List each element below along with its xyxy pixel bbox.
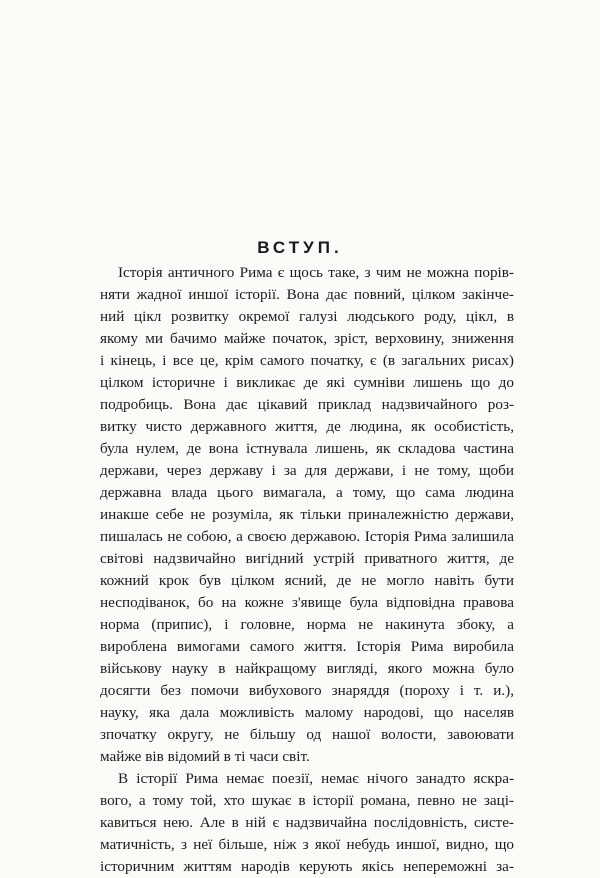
text-line: кожний крок був цілком ясний, де не могло навіть бути [100, 572, 514, 589]
text-line: майже вів відомий в ті часи світ. [100, 748, 310, 765]
text-line: вого, а тому той, хто шукає в історії романа, певно не заці- [100, 792, 514, 809]
body-text [100, 262, 514, 878]
text-line: зпочатку округу, не більшу од нашої волости, завоювати [100, 726, 514, 743]
text-line: і кінець, і все це, крім самого початку, є (в загальних рисах) [100, 352, 514, 369]
text-line: няти жадної иншої історії. Вона дає повний, цілком закінче- [100, 286, 514, 303]
text-line: пишалась не собою, а своєю державою. Історія Рима залишила [100, 528, 514, 545]
text-line: несподіванок, бо на кожне з'явище була відповідна правова [100, 594, 514, 611]
text-line: військову науку в найкращому вигляді, якого можна було [100, 660, 514, 677]
text-line: історичним життям народів керують якісь непереможні за- [100, 858, 514, 875]
text-line: витку чисто державного життя, де людина, як особистість, [100, 418, 514, 435]
chapter-heading: ВСТУП. [257, 238, 343, 257]
text-line: держави, через державу і за для держави, і не тому, щоби [100, 462, 514, 479]
text-line: досягти без помочи вибухового знаряддя (пороху і т. и.), [100, 682, 514, 699]
text-line: вироблена вимогами самого життя. Історія Рима виробила [100, 638, 514, 655]
text-line: инакше себе не розуміла, як тільки приналежністю держави, [100, 506, 514, 523]
text-line: державна влада цього вимагала, а тому, що сама людина [100, 484, 514, 501]
text-line: подробиць. Вона дає цікавий приклад надзвичайного роз- [100, 396, 514, 413]
text-line: кавиться нею. Але в ній є надзвичайна послідовність, систе- [100, 814, 514, 831]
text-line: світові надзвичайно вигідний устрій приватного життя, де [100, 550, 514, 567]
text-line: ний цікл розвитку окремої галузі людського роду, цікл, в [100, 308, 514, 325]
text-line: норма (припис), і головне, норма не накинута збоку, а [100, 616, 514, 633]
text-line: В історії Рима немає поезії, немає нічого занадто яскра- [118, 770, 514, 787]
text-line: науку, яка дала можливість малому народові, що населяв [100, 704, 514, 721]
text-line: цілком історичне і викликає де які сумніви лишень що до [100, 374, 514, 391]
text-line: була нулем, де вона істнувала лишень, як складова частина [100, 440, 514, 457]
text-line: якому ми бачимо майже початок, зріст, верховину, зниження [100, 330, 514, 347]
text-line: Історія античного Рима є щось таке, з чим не можна порів- [118, 264, 514, 281]
text-line: матичність, з неї більше, ніж з якої небудь иншої, видно, що [100, 836, 514, 853]
